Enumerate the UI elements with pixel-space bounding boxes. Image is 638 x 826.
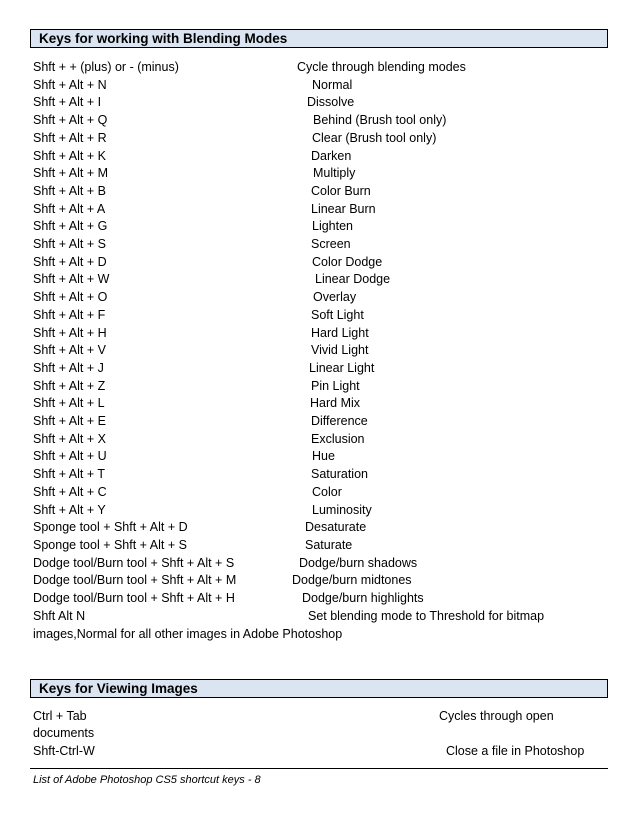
shortcut-key: Sponge tool + Shft + Alt + S: [33, 537, 187, 552]
shortcut-key: Shft + Alt + A: [33, 201, 106, 216]
shortcut-description: Soft Light: [311, 307, 364, 322]
section-title: Keys for working with Blending Modes: [39, 31, 288, 46]
shortcut-description: Hue: [312, 449, 335, 464]
shortcut-key: Shft + Alt + L: [33, 396, 105, 411]
shortcut-key: Shft + + (plus) or - (minus): [33, 60, 179, 74]
shortcut-key: Shft + Alt + Y: [33, 502, 106, 517]
shortcut-key: Shft + Alt + U: [33, 449, 107, 464]
shortcut-key: Dodge tool/Burn tool + Shft + Alt + M: [33, 573, 237, 588]
shortcut-key: Shft + Alt + N: [33, 77, 107, 92]
shortcut-description: Difference: [311, 414, 368, 428]
shortcut-key: Shft + Alt + T: [33, 467, 106, 482]
shortcut-description: Cycles through open: [439, 709, 554, 723]
shortcut-key: Shft + Alt + S: [33, 237, 106, 251]
shortcut-description: Color Burn: [311, 183, 371, 198]
shortcut-description: Linear Light: [309, 360, 375, 375]
shortcut-description: Pin Light: [311, 378, 360, 393]
shortcut-key: Sponge tool + Shft + Alt + D: [33, 520, 188, 535]
shortcut-description: Color Dodge: [312, 254, 383, 269]
shortcut-description: Dodge/burn shadows: [299, 555, 418, 570]
shortcut-key: Shft + Alt + W: [33, 272, 110, 287]
shortcut-description: Desaturate: [305, 520, 367, 535]
shortcut-key: Shft + Alt + J: [33, 360, 104, 375]
shortcut-description: Dissolve: [307, 95, 355, 110]
shortcut-key: Shft + Alt + B: [33, 183, 106, 198]
shortcut-key: Shft + Alt + G: [33, 219, 108, 234]
shortcut-key: Shft + Alt + I: [33, 95, 102, 110]
shortcut-description: Vivid Light: [311, 343, 369, 358]
shortcut-description: Set blending mode to Threshold for bitmap: [308, 608, 545, 623]
shortcut-key: Shft + Alt + C: [33, 484, 107, 499]
shortcut-description: Exclusion: [311, 431, 365, 446]
shortcut-description: Linear Burn: [311, 201, 376, 216]
shortcut-key: Shft + Alt + D: [33, 254, 107, 269]
shortcut-description: Linear Dodge: [315, 272, 391, 287]
shortcut-key: Shft + Alt + V: [33, 343, 106, 358]
shortcut-description: Luminosity: [312, 502, 372, 517]
shortcut-key: Shft Alt N: [33, 608, 86, 623]
shortcut-description: Overlay: [313, 290, 357, 305]
shortcut-description: Color: [312, 484, 342, 499]
shortcut-description: Behind (Brush tool only): [313, 113, 447, 128]
shortcut-key: Dodge tool/Burn tool + Shft + Alt + H: [33, 591, 235, 605]
shortcut-key: Shft + Alt + X: [33, 431, 106, 446]
shortcut-key: Shft-Ctrl-W: [33, 744, 95, 758]
shortcut-description: Multiply: [313, 166, 356, 181]
shortcut-description: Dodge/burn midtones: [292, 573, 412, 588]
page-footer: List of Adobe Photoshop CS5 shortcut keys - 8: [33, 774, 261, 786]
shortcut-key: Shft + Alt + E: [33, 414, 106, 428]
row-continuation: documents: [33, 726, 95, 740]
shortcut-key: Shft + Alt + O: [33, 290, 108, 305]
section-header-viewing-images: [30, 679, 608, 698]
shortcut-description: Close a file in Photoshop: [446, 744, 585, 758]
shortcut-description: Normal: [312, 77, 353, 92]
shortcut-description: Darken: [311, 148, 352, 163]
shortcut-description: Screen: [311, 237, 351, 251]
row-continuation: images,Normal for all other images in Adobe Photoshop: [33, 627, 343, 641]
shortcut-key: Shft + Alt + Q: [33, 113, 108, 128]
shortcut-key: Shft + Alt + K: [33, 148, 106, 163]
shortcut-description: Hard Mix: [310, 396, 361, 411]
shortcut-description: Lighten: [312, 219, 354, 234]
footer-divider: [30, 768, 608, 769]
shortcut-description: Saturation: [311, 467, 368, 482]
shortcut-key: Shft + Alt + H: [33, 325, 107, 340]
shortcut-key: Ctrl + Tab: [33, 709, 87, 723]
section-header-blending-modes: [30, 29, 608, 48]
shortcut-description: Clear (Brush tool only): [312, 130, 437, 145]
shortcut-description: Cycle through blending modes: [297, 60, 466, 74]
shortcut-description: Dodge/burn highlights: [302, 591, 424, 605]
shortcut-description: Hard Light: [311, 325, 369, 340]
shortcut-key: Dodge tool/Burn tool + Shft + Alt + S: [33, 555, 235, 570]
shortcut-key: Shft + Alt + M: [33, 166, 109, 181]
shortcut-description: Saturate: [305, 537, 353, 552]
shortcut-key: Shft + Alt + F: [33, 307, 106, 322]
section-title: Keys for Viewing Images: [39, 681, 198, 696]
shortcut-key: Shft + Alt + R: [33, 130, 107, 145]
shortcut-key: Shft + Alt + Z: [33, 378, 106, 393]
